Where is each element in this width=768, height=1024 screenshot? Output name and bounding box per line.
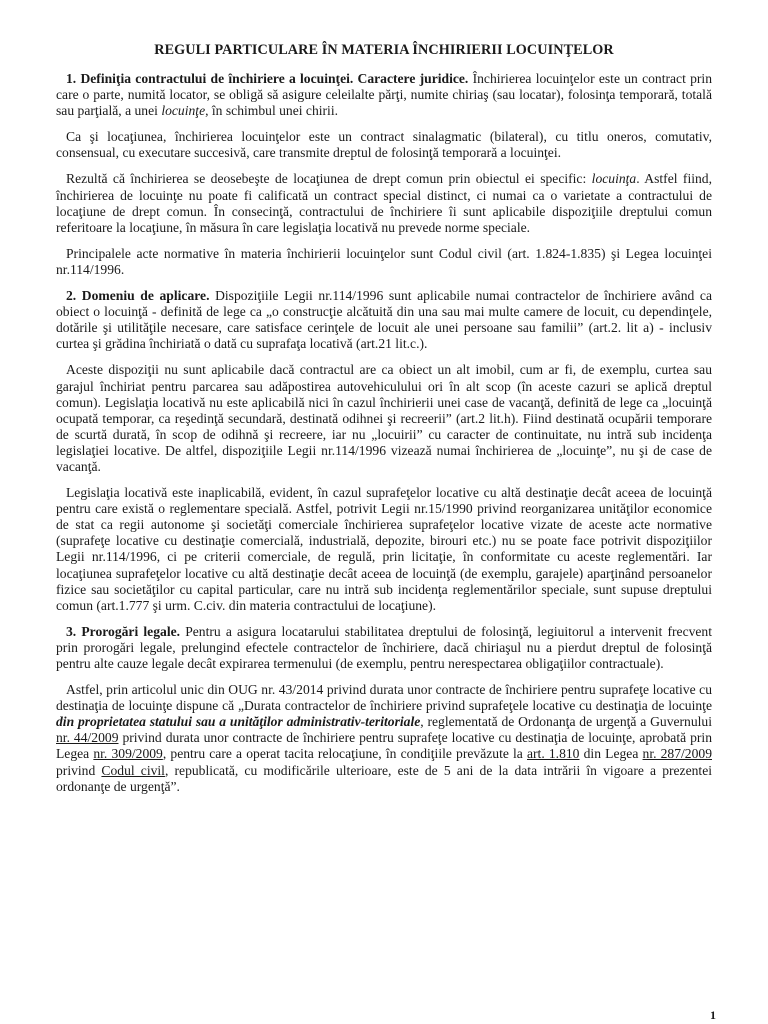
s1-p3-emphasis: locuinţa: [591, 171, 637, 187]
page-title: REGULI PARTICULARE ÎN MATERIA ÎNCHIRIERII LOCUINŢELOR: [154, 42, 614, 58]
s2-paragraph-2: Aceste dispoziţii nu sunt aplicabile dacă contractul are ca obiect un alt imobil, cum ar fi, de exemplu, curtea sau garajul închiriat pentru parcarea sau adăpostirea autovehiculului ori în alt scop (în aceste cazuri se aplică dreptul comun). Legislaţia locativă nu este aplicabilă nici în cazul închirierii unei case de vacanţă, definită de lege ca „locuinţă ocupată temporar, ca reşedinţă secundară, destinată odihnei şi recreerii” (art.2 lit.h). Fiind destinată ocupării temporare de scurtă durată, în scop de odihnă şi recreere, iar nu „locuirii” cu caracter de continuitate, nu intră sub incidenţa legislaţiei locative. De altfel, dispoziţiile Legii nr.114/1996 vizează numai închirierea de „locuinţe”, nu şi de case de vacanţă.: [56, 362, 712, 474]
s3-p2-text-a: Astfel, prin articolul unic din OUG nr. 43/2014 privind durata unor contracte de închiriere pentru suprafeţe locative cu destinaţia de locuinţe dispune că „Durata contractelor de închiriere privind suprafeţele locative cu destinaţia de locuinţe: [56, 682, 712, 714]
s2-paragraph-3: Legislaţia locativă este inaplicabilă, evident, în cazul suprafeţelor locative cu altă destinaţie decât aceea de locuinţă pentru care există o reglementare specială. Astfel, potrivit Legii nr.15/1990 privind reorganizarea unităţilor economice de stat ca regii autonome şi societăţi comerciale închirierea suprafeţelor locative vizate de aceste acte normative (suprafeţe locative cu destinaţie comercială, industrială, depozite, birouri etc.) nu se poate face potrivit dispoziţiilor Legii nr.114/1996, ci pe criterii comerciale, de regulă, prin licitaţie, în conformitate cu aceste reglementări. Iar locaţiunea suprafeţelor locative cu altă destinaţie decât aceea de locuinţă (de exemplu, garajele) aparţinând persoanelor fizice sau societăţilor cu capital particular, care nu intră sub incidenţa reglementărilor speciale, sunt supuse dreptului comun (art.1.777 şi urm. C.civ. din materia contractului de locaţiune).: [56, 485, 712, 613]
s3-p2-text-d: , pentru care a operat tacita relocaţiune, în condiţiile prevăzute la: [162, 746, 527, 762]
s1-paragraph-2: Ca şi locaţiunea, închirierea locuinţelor este un contract sinalagmatic (bilateral), cu titlu oneros, comutativ, consensual, cu executare succesivă, care transmite dreptul de folosinţă temporară a locuinţei.: [56, 129, 712, 161]
s1-p1-emphasis: locuinţe: [161, 103, 206, 119]
s1-p3-text-a: Rezultă că închirierea se deosebeşte de locaţiunea de drept comun prin obiectul ei specific:: [66, 171, 592, 187]
s1-paragraph-1: [56, 71, 712, 119]
s3-p1-text: Pentru a asigura locatarului stabilitatea dreptului de folosinţă, legiuitorul a intervenit frecvent prin prorogări legale, prelungind efectele contractelor de închiriere, dacă chiriaşul nu a pierdut dreptul de folosinţă pentru alte cauze legale decât expirarea termenului (de exemplu, pentru nerespectarea obligaţiilor contractuale).: [56, 623, 713, 671]
s1-heading: 1. Definiţia contractului de închiriere a locuinţei. Caractere juridice.: [66, 71, 469, 86]
link-codul-civil[interactable]: Codul civil: [101, 762, 165, 778]
s2-p1-text: Dispoziţiile Legii nr.114/1996 sunt aplicabile numai contractelor de închiriere având ca obiect o locuinţă - definită de lege ca „o construcţie alcătuită din una sau mai multe camere de locuit, cu dependinţele, dotările şi utilităţile necesare, care satisface cerinţele de locuit ale unei persoane sau familii” (art.2. lit a) - inclusiv curtea şi grădina închiriată o dată cu suprafaţa locativă (art.21 lit.c.).: [56, 288, 712, 352]
s2-paragraph-1: [56, 288, 712, 352]
s3-p2-text-c: privind durata unor contracte de închiriere pentru suprafeţe locative cu destinaţia de locuinţe, aprobată prin Legea: [56, 730, 712, 762]
s2-heading: 2. Domeniu de aplicare.: [66, 288, 210, 304]
link-legea-287-2009[interactable]: nr. 287/2009: [642, 746, 712, 762]
s3-paragraph-2: [56, 682, 712, 795]
s1-p1-text-b: , în schimbul unei chirii.: [205, 103, 339, 119]
page-number: 1: [710, 1008, 716, 1022]
s1-paragraph-3: [56, 171, 712, 235]
s3-heading: 3. Prorogări legale.: [66, 623, 181, 639]
link-legea-309-2009[interactable]: nr. 309/2009: [93, 746, 163, 762]
s1-p3-text-b: . Astfel fiind, închirierea de locuinţe nu poate fi calificată un contract special distinct, ci numai ca o varietate a contractului de locaţiune de drept comun. În consecinţă, contractului de închiriere îi sunt aplicabile dispoziţiile dreptului comun referitoare la locaţiune, în măsura în care legislaţia locativă nu prevede norme speciale.: [56, 171, 713, 235]
s3-p2-text-f: privind: [56, 762, 102, 778]
s3-p2-text-g: , republicată, cu modificările ulterioare, este de 5 ani de la data intrării în vigoare a prezentei ordonanţe de urgenţă”.: [56, 762, 713, 794]
s3-p2-bold-italic: din proprietatea statului sau a unităţilor administrativ-teritoriale: [56, 714, 421, 730]
s3-p2-text-e: din Legea: [579, 746, 643, 762]
link-oug-44-2009[interactable]: nr. 44/2009: [56, 730, 119, 746]
s1-p1-text-a: Închirierea locuinţelor este un contract prin care o parte, numită locator, se obligă să asigure celeilalte părţi, numite chiriaş (sau locatar), folosinţa temporară, totală sau parţială, a unei: [56, 71, 712, 119]
s3-paragraph-1: [56, 624, 712, 672]
s3-p2-text-b: , reglementată de Ordonanţa de urgenţă a Guvernului: [420, 714, 712, 730]
link-art-1810[interactable]: art. 1.810: [527, 746, 580, 762]
s1-paragraph-4: Principalele acte normative în materia închirierii locuinţelor sunt Codul civil (art. 1.824-1.835) şi Legea locuinţei nr.114/1996.: [56, 245, 712, 277]
